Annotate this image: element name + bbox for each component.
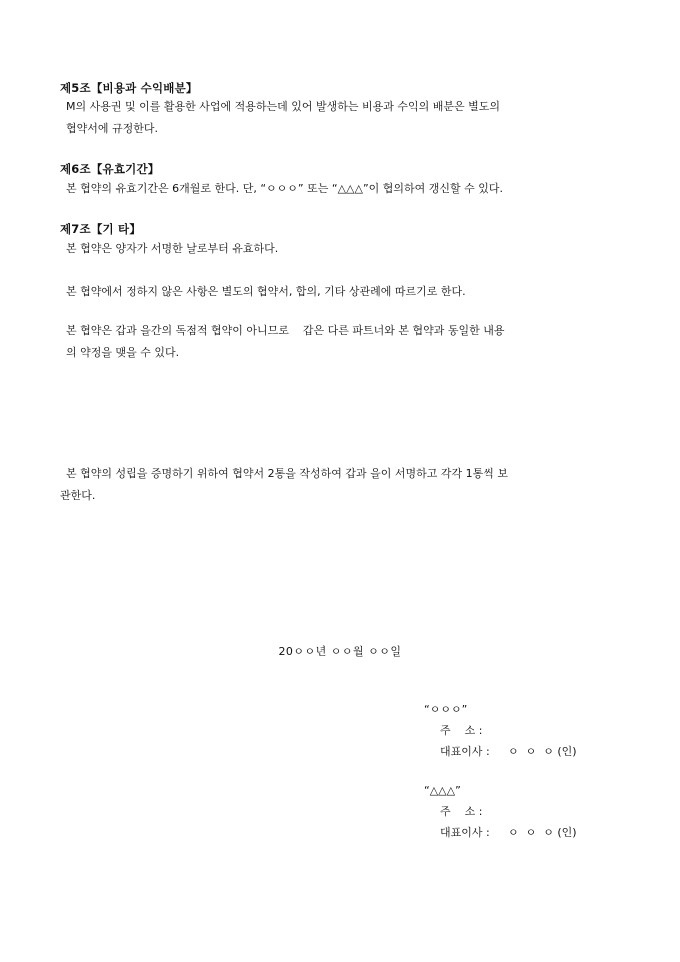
party-2-representative-row [424,822,577,843]
party-2-rep-label: 대표이사 : [440,826,490,839]
article-5-title: 제5조【비용과 수익배분】 [60,81,198,95]
article-7-para-3-line-1: 본 협약은 갑과 을간의 독점적 협약이 아니므로 갑은 다른 파트너와 본 협약과 동일한 내용 [66,324,505,337]
article-5-text-line-1: M의 사용권 및 이를 활용한 사업에 적용하는데 있어 발생하는 비용과 수익의 배분은 별도의 [66,100,500,113]
article-7-para-1: 본 협약은 양자가 서명한 날로부터 유효하다. [66,242,279,255]
party-1-representative-row [424,741,577,762]
party-1-name: “ㅇㅇㅇ” [424,703,468,716]
party-2-address-row [424,801,577,822]
party-2-name: “△△△” [424,784,461,797]
party-1-signature-block [424,699,577,762]
closing-line-1: 본 협약의 성립을 증명하기 위하여 협약서 2통을 작성하여 갑과 을이 서명하고 각각 1통씩 보 [66,467,508,480]
closing-line-2: 관한다. [60,489,96,502]
article-5-text-line-2: 협약서에 규정한다. [66,122,159,135]
contract-date: 20ㅇㅇ년 ㅇㅇ월 ㅇㅇ일 [278,645,402,658]
article-7-para-3-line-2: 의 약정을 맺을 수 있다. [66,346,180,359]
party-1-rep-label: 대표이사 : [440,745,490,758]
article-6-text-line-1: 본 협약의 유효기간은 6개월로 한다. 단, “ㅇㅇㅇ” 또는 “△△△”이 협의하여 갱신할 수 있다. [66,182,504,195]
party-1-address-row [424,720,577,741]
party-1-rep-value: ㅇ ㅇ ㅇ (인) [508,745,577,758]
party-2-rep-value: ㅇ ㅇ ㅇ (인) [508,826,577,839]
article-6-title: 제6조【유효기간】 [60,162,160,176]
party-2-address-label: 주 소 : [440,805,483,818]
article-7-title: 제7조【기 타】 [60,222,142,236]
article-7-para-2: 본 협약에서 정하지 않은 사항은 별도의 협약서, 합의, 기타 상관례에 따르기로 한다. [66,285,466,298]
party-2-signature-block [424,780,577,843]
party-1-address-label: 주 소 : [440,724,483,737]
